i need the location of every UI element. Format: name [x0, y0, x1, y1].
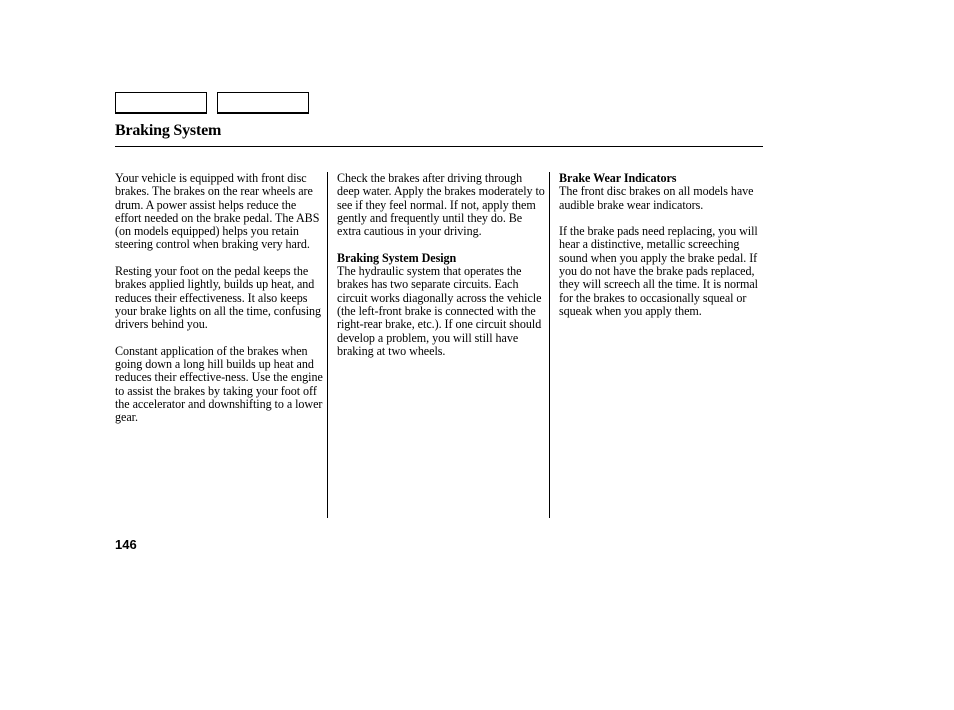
section-heading: Brake Wear Indicators	[559, 171, 677, 185]
column-divider	[549, 172, 550, 518]
text-column-3	[559, 172, 767, 332]
section-brake-wear-indicators	[559, 172, 767, 212]
paragraph: If the brake pads need replacing, you will hear a distinctive, metallic screeching sound when you apply the brake pedal. If you do not have the brake pads replaced, they will screech all the time. It is normal for the brakes to occasionally squeal or squeak when you apply them.	[559, 224, 758, 318]
title-divider	[115, 146, 763, 147]
page-title: Braking System	[115, 122, 222, 139]
column-divider	[327, 172, 328, 518]
section-text: The front disc brakes on all models have audible brake wear indicators.	[559, 184, 754, 212]
text-column-2	[337, 172, 545, 371]
paragraph: Check the brakes after driving through deep water. Apply the brakes moderately to see if they feel normal. If not, apply them gently and frequently until they do. Be extra cautious in your driving.	[337, 171, 545, 239]
page-number: 146	[115, 537, 137, 552]
paragraph: Resting your foot on the pedal keeps the brakes applied lightly, builds up heat, and reduces their effectiveness. It also keeps your brake lights on all the time, confusing drivers behind you.	[115, 264, 322, 332]
section-heading: Braking System Design	[337, 250, 457, 265]
text-column-1	[115, 172, 323, 438]
paragraph: Constant application of the brakes when going down a long hill builds up heat and reduces their effective-ness. Use the engine to assist the brakes by taking your foot off the accelerator and downshifting to a lower gear.	[115, 343, 323, 425]
section-tab-box-1	[115, 92, 207, 114]
section-braking-system-design	[337, 252, 545, 358]
section-tab-box-2	[217, 92, 309, 114]
section-text: The hydraulic system that operates the brakes has two separate circuits. Each circuit works diagonally across the vehicle (the left-front brake is connected with the right-rear brake, etc.). If one circuit should develop a problem, you will still have braking at two wheels.	[337, 264, 542, 358]
paragraph: Your vehicle is equipped with front disc brakes. The brakes on the rear wheels are drum. A power assist helps reduce the effort needed on the brake pedal. The ABS (on models equipped) helps you retain steering control when braking very hard.	[115, 171, 320, 252]
